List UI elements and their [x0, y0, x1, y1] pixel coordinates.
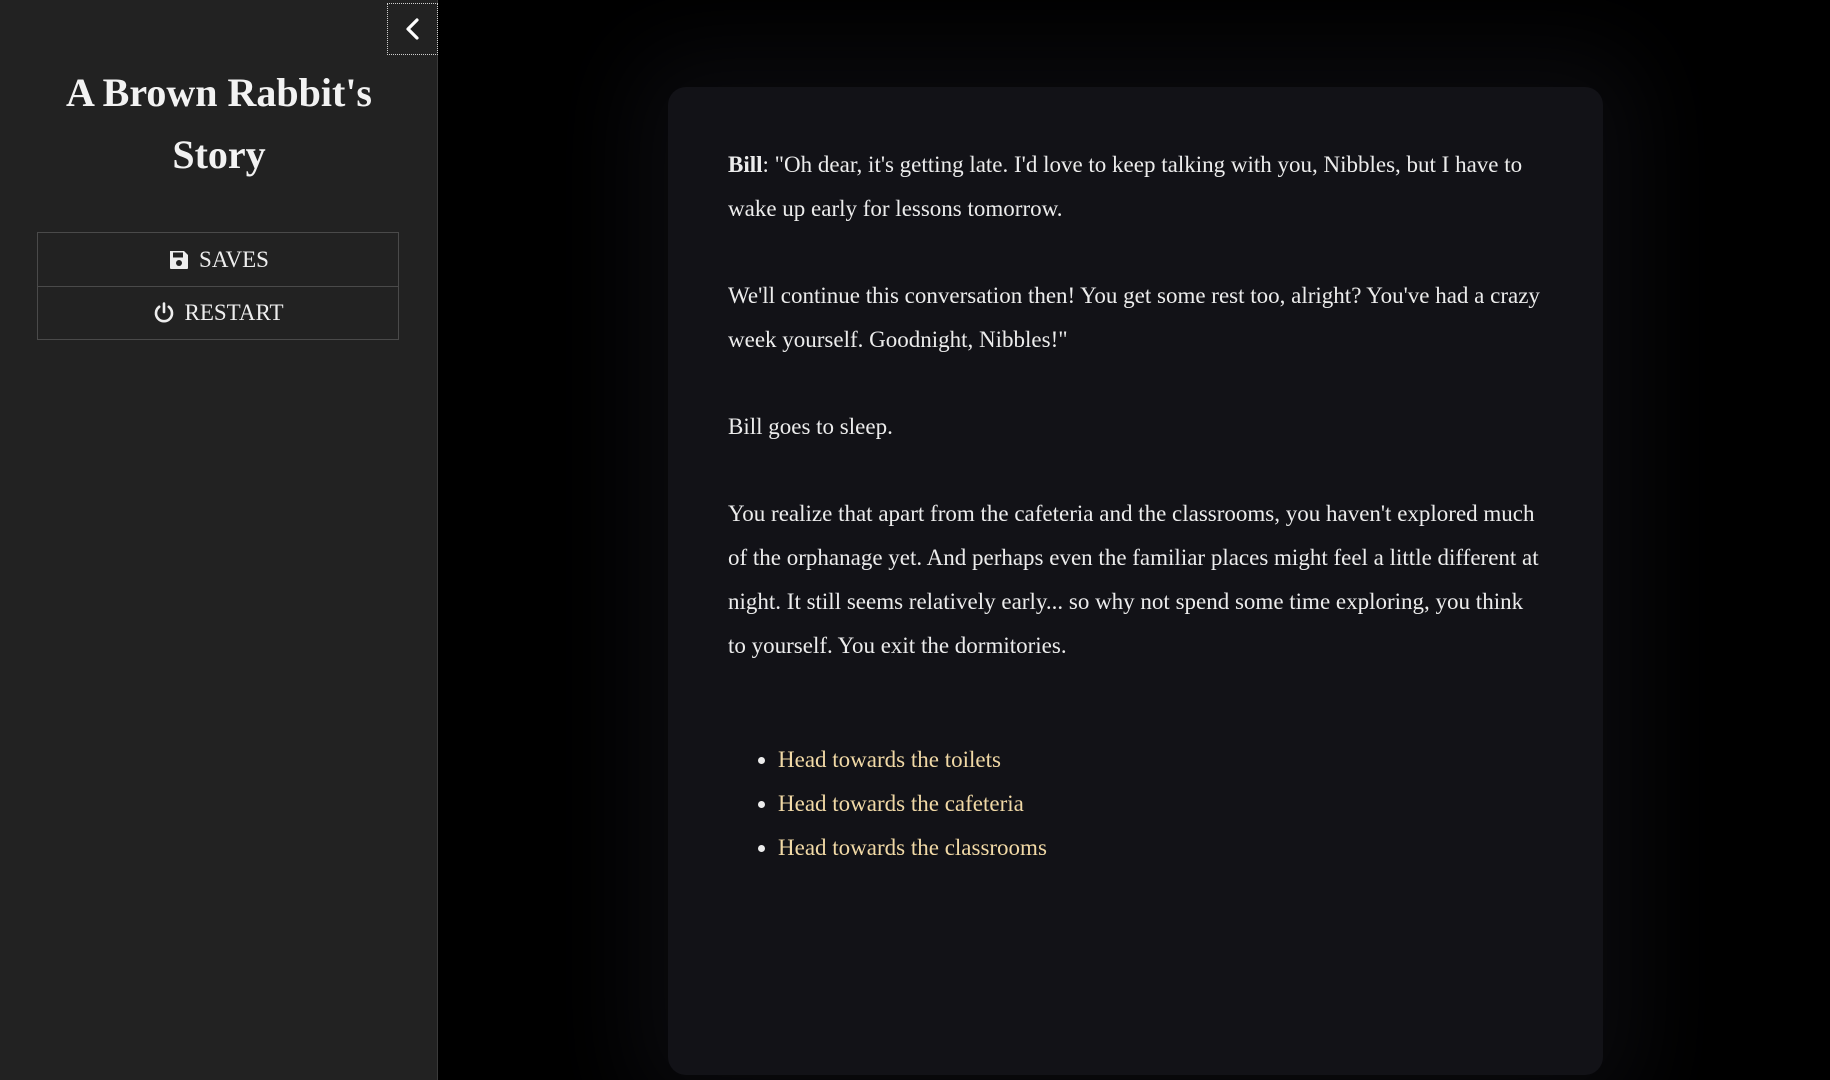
- saves-button[interactable]: [38, 233, 398, 286]
- speaker-name: Bill: [728, 152, 763, 177]
- collapse-sidebar-button[interactable]: [387, 3, 438, 55]
- dialogue-paragraph: [728, 143, 1543, 231]
- saves-label: SAVES: [199, 246, 269, 272]
- passage-paragraph: We'll continue this conversation then! You get some rest too, alright? You've had a crazy week yourself. Goodnight, Nibbles!": [728, 283, 1540, 352]
- choice-item: [778, 738, 1543, 782]
- story-title: A Brown Rabbit's Story: [65, 70, 372, 177]
- choice-item: [778, 826, 1543, 870]
- dialogue-text: : "Oh dear, it's getting late. I'd love to keep talking with you, Nibbles, but I have to wake up early for lessons tomorrow.: [728, 152, 1523, 221]
- passage-panel: [668, 87, 1603, 1075]
- choice-link-cafeteria[interactable]: Head towards the cafeteria: [778, 791, 1024, 816]
- sidebar-menu: [37, 232, 399, 340]
- power-icon: [152, 301, 176, 325]
- choice-link-classrooms[interactable]: Head towards the classrooms: [778, 835, 1047, 860]
- restart-label: RESTART: [184, 300, 284, 325]
- chevron-left-icon: [402, 16, 424, 42]
- choice-list: [728, 738, 1543, 870]
- floppy-disk-icon: [167, 248, 191, 272]
- sidebar: [0, 0, 438, 1080]
- restart-button[interactable]: [38, 286, 398, 339]
- passage-paragraph: Bill goes to sleep.: [728, 414, 893, 439]
- choice-link-toilets[interactable]: Head towards the toilets: [778, 747, 1001, 772]
- passage-paragraph: You realize that apart from the cafeteria and the classrooms, you haven't explored much of the orphanage yet. And perhaps even the familiar places might feel a little different at night. It still seems relatively early... so why not spend some time exploring, you think to yourself. You exit the dormitories.: [728, 501, 1539, 658]
- choice-item: [778, 782, 1543, 826]
